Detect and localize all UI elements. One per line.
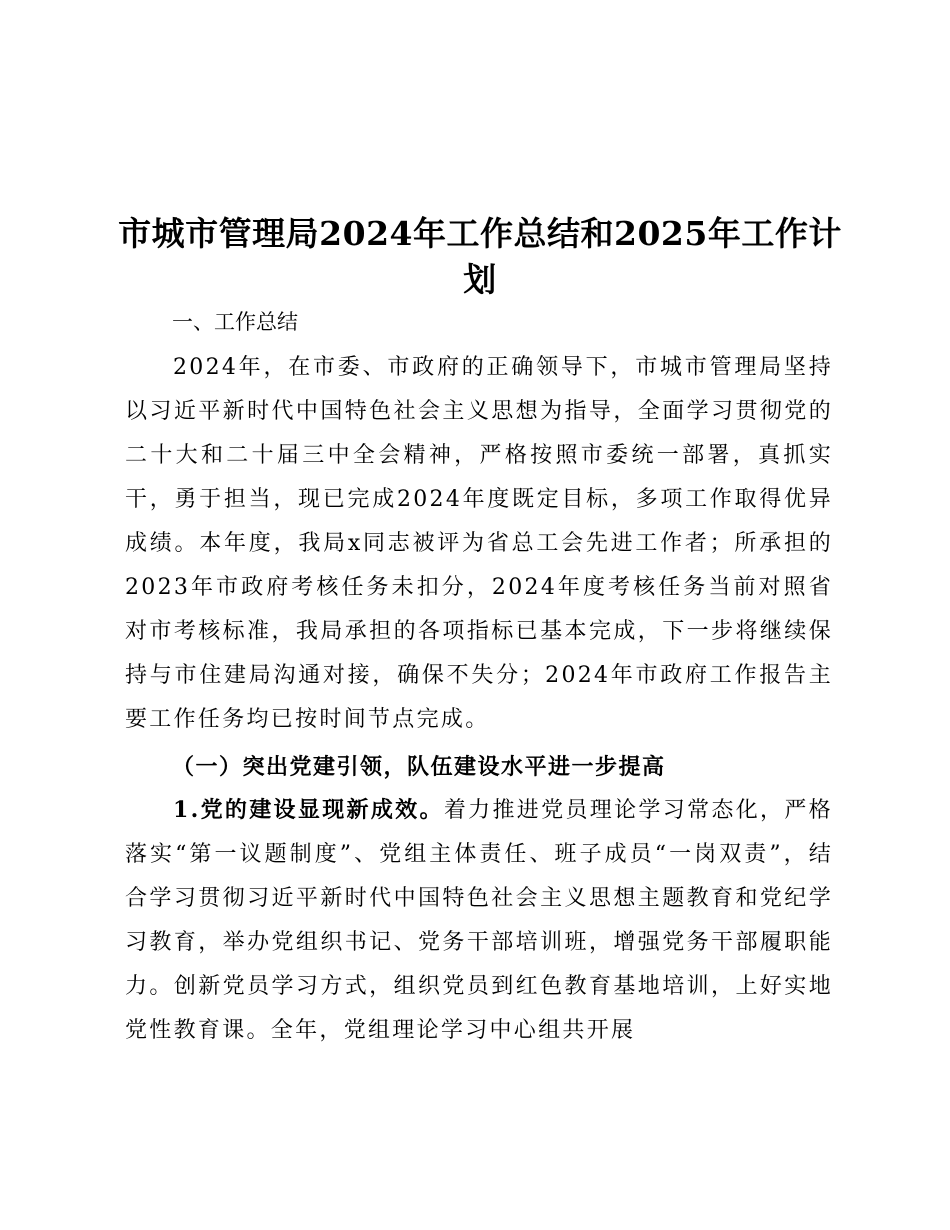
section-heading: 一、工作总结 (172, 310, 298, 334)
item1-lead: 1.党的建设显现新成效。 (173, 797, 444, 823)
item1-paragraph (125, 788, 833, 1053)
item1-text: 着力推进党员理论学习常态化，严格落实“第一议题制度”、党组主体责任、班子成员“一岗双责”，结合学习贯彻习近平新时代中国特色社会主义思想主题教育和党纪学习教育，举办党组织书记、党务干部培训班，增强党务干部履职能力。创新党员学习方式，组织党员到红色教育基地培训，上好实地党性教育课。全年，党组理论学习中心组共开展 (125, 798, 833, 1043)
document-title: 市城市管理局2024年工作总结和2025年工作计划 (118, 214, 842, 299)
subsection-heading: （一）突出党建引领，队伍建设水平进一步提高 (172, 754, 666, 780)
intro-paragraph: 2024年，在市委、市政府的正确领导下，市城市管理局坚持以习近平新时代中国特色社会主义思想为指导，全面学习贯彻党的二十大和二十届三中全会精神，严格按照市委统一部署，真抓实干，勇于担当，现已完成2024年度既定目标，多项工作取得优异成绩。本年度，我局x同志被评为省总工会先进工作者；所承担的2023年市政府考核任务未扣分，2024年度考核任务当前对照省对市考核标准，我局承担的各项指标已基本完成，下一步将继续保持与市住建局沟通对接，确保不失分；2024年市政府工作报告主要工作任务均已按时间节点完成。 (125, 355, 833, 732)
